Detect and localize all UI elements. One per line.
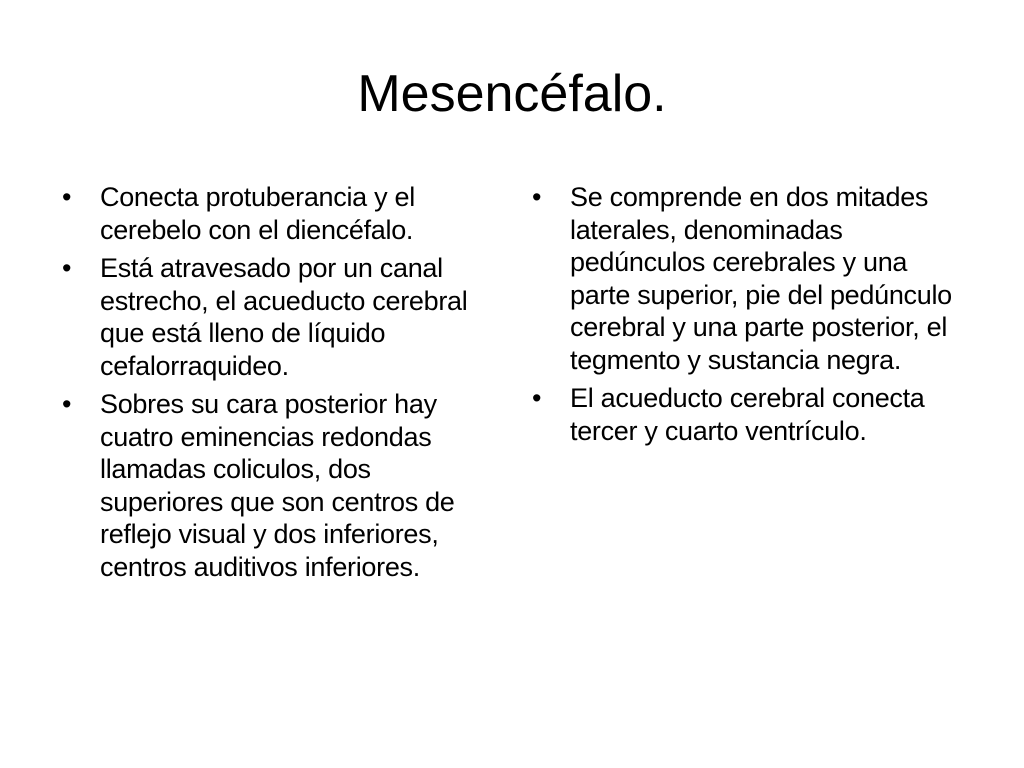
bullet-icon: • (62, 253, 72, 283)
bullet-text: Se comprende en dos mitades laterales, denominadas pedúnculos cerebrales y una parte superior, pie del pedúnculo cerebral y una parte posterior, el tegmento y sustancia negra. (570, 182, 952, 375)
bullet-text: Está atravesado por un canal estrecho, el acueducto cerebral que está lleno de líquido cefalorraquideo. (100, 253, 468, 381)
bullet-item (60, 252, 498, 382)
slide-title: Mesencéfalo. (357, 65, 667, 123)
bullet-text: El acueducto cerebral conecta tercer y cuarto ventrículo. (570, 383, 925, 446)
bullet-item (60, 388, 498, 583)
right-column-list (530, 181, 960, 453)
bullet-icon: • (62, 389, 72, 419)
bullet-text: Sobres su cara posterior hay cuatro eminencias redondas llamadas coliculos, dos superiores que son centros de reflejo visual y dos inferiores, centros auditivos inferiores. (100, 389, 455, 582)
bullet-icon: • (532, 182, 542, 212)
bullet-icon: • (62, 182, 72, 212)
bullet-item (530, 181, 960, 376)
bullet-text: Conecta protuberancia y el cerebelo con el diencéfalo. (100, 182, 415, 245)
bullet-icon: • (532, 383, 542, 413)
bullet-item (60, 181, 498, 246)
bullet-item (530, 382, 960, 447)
left-column-list (60, 181, 498, 589)
